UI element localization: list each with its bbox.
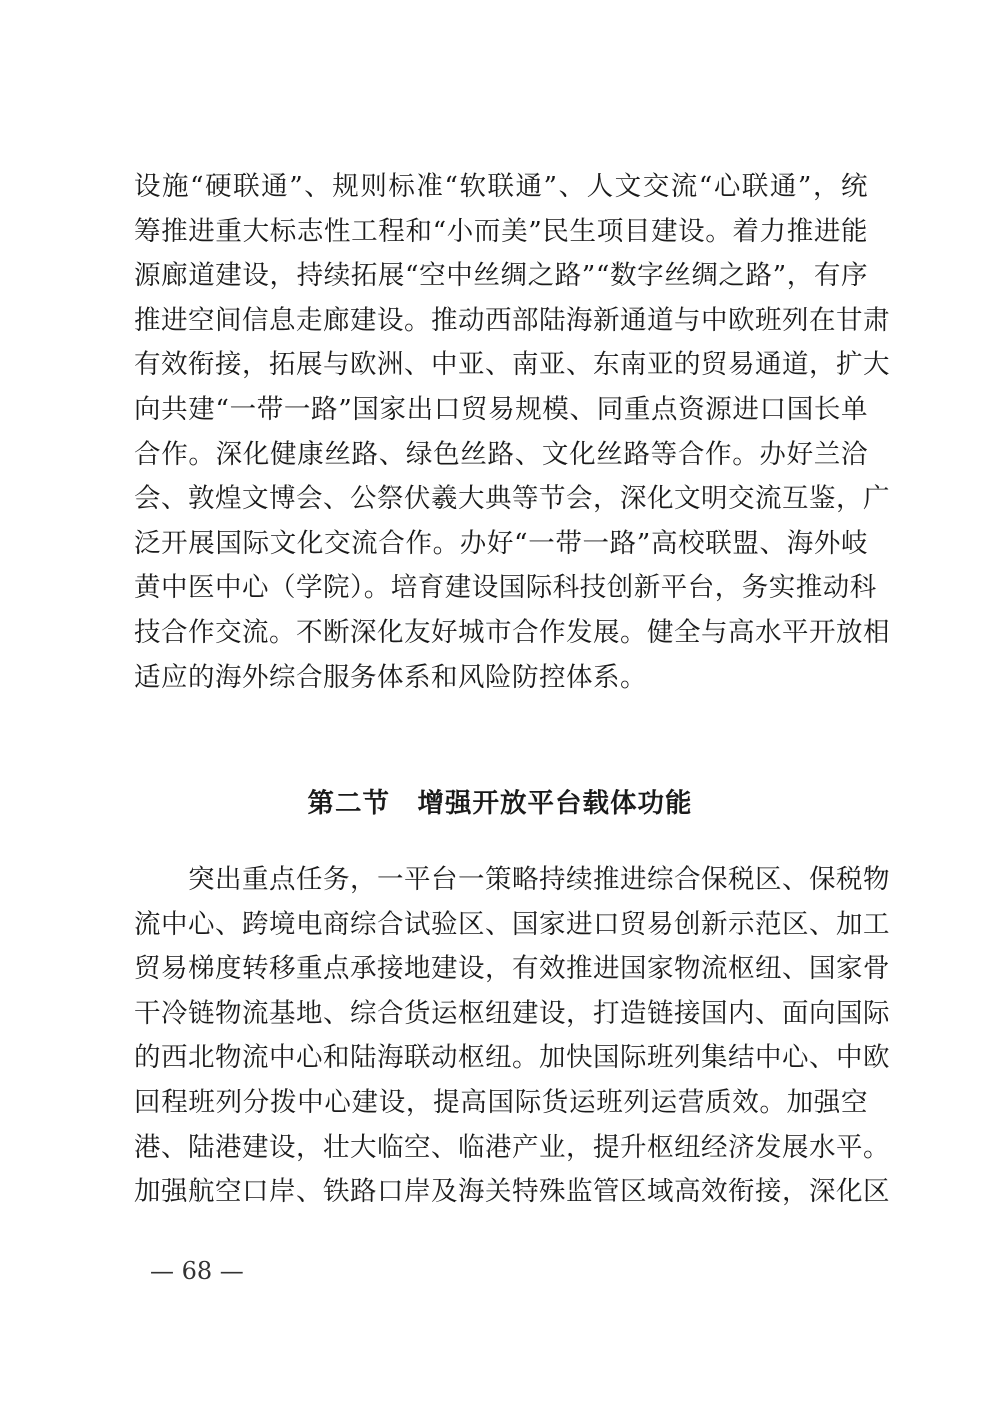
paragraph-line: 有效衔接，拓展与欧洲、中亚、南亚、东南亚的贸易通道，扩大 <box>134 349 890 381</box>
paragraph-line: 贸易梯度转移重点承接地建设，有效推进国家物流枢纽、国家骨 <box>134 953 890 985</box>
paragraph-line: 向共建“一带一路”国家出口贸易规模、同重点资源进口国长单 <box>134 393 868 425</box>
paragraph-line: 流中心、跨境电商综合试验区、国家进口贸易创新示范区、加工 <box>134 908 890 940</box>
paragraph-line: 突出重点任务，一平台一策略持续推进综合保税区、保税物 <box>134 864 890 895</box>
paragraph-line: 泛开展国际文化交流合作。办好“一带一路”高校联盟、海外岐 <box>134 527 868 559</box>
page-number: — 68 — <box>150 1257 244 1285</box>
section-heading: 第二节 增强开放平台载体功能 <box>307 788 693 819</box>
paragraph-line: 筹推进重大标志性工程和“小而美”民生项目建设。着力推进能 <box>134 215 868 247</box>
paragraph-1 <box>134 165 890 700</box>
paragraph-line: 技合作交流。不断深化友好城市合作发展。健全与高水平开放相 <box>134 616 890 648</box>
paragraph-line: 干冷链物流基地、综合货运枢纽建设，打造链接国内、面向国际 <box>134 997 890 1029</box>
paragraph-line: 黄中医中心（学院）。培育建设国际科技创新平台，务实推动科 <box>134 572 877 604</box>
paragraph-line: 合作。深化健康丝路、绿色丝路、文化丝路等合作。办好兰洽 <box>134 438 868 470</box>
paragraph-line: 会、敦煌文博会、公祭伏羲大典等节会，深化文明交流互鉴，广 <box>134 483 890 515</box>
paragraph-line: 的西北物流中心和陆海联动枢纽。加快国际班列集结中心、中欧 <box>134 1042 890 1074</box>
paragraph-line: 加强航空口岸、铁路口岸及海关特殊监管区域高效衔接，深化区 <box>134 1176 890 1208</box>
paragraph-line: 推进空间信息走廊建设。推动西部陆海新通道与中欧班列在甘肃 <box>134 304 890 336</box>
paragraph-2 <box>134 858 890 1215</box>
paragraph-line: 源廊道建设，持续拓展“空中丝绸之路”“数字丝绸之路”，有序 <box>134 260 868 292</box>
paragraph-line: 回程班列分拨中心建设，提高国际货运班列运营质效。加强空 <box>134 1086 868 1118</box>
paragraph-line: 港、陆港建设，壮大临空、临港产业，提升枢纽经济发展水平。 <box>134 1131 890 1163</box>
paragraph-line: 适应的海外综合服务体系和风险防控体系。 <box>134 661 647 693</box>
paragraph-line: 设施“硬联通”、规则标准“软联通”、人文交流“心联通”，统 <box>134 171 868 202</box>
